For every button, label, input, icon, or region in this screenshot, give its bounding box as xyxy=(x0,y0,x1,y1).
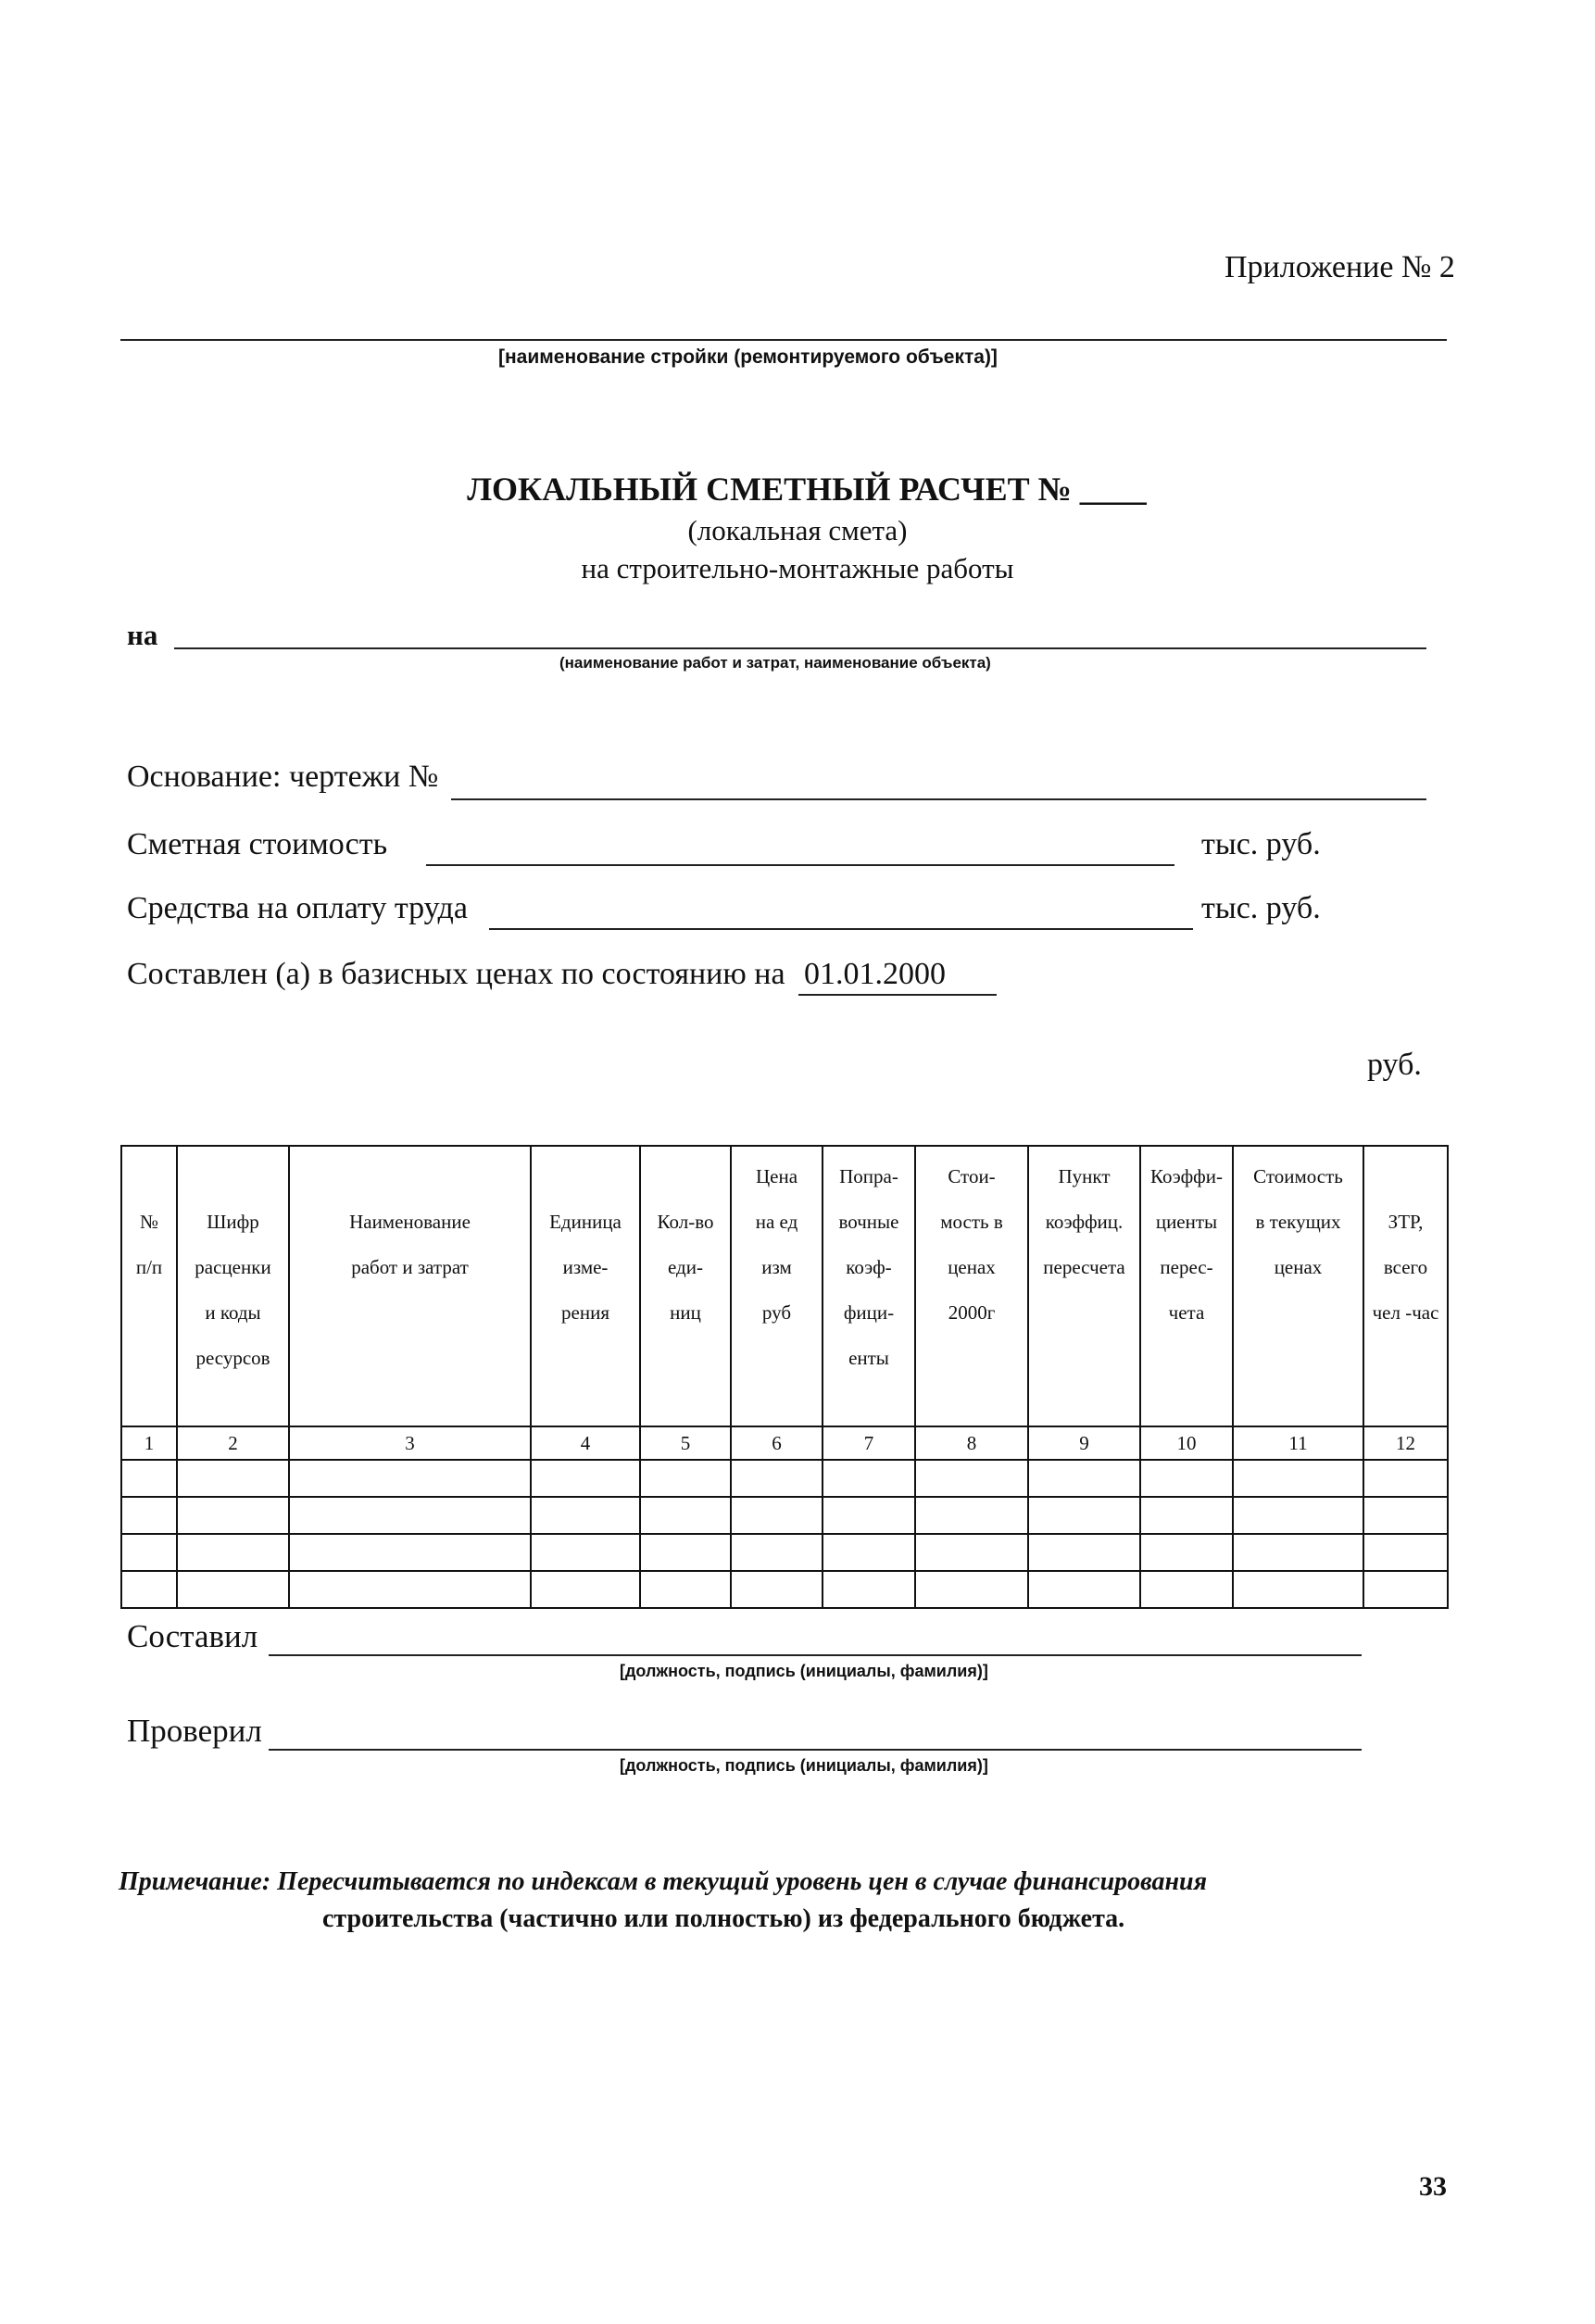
checked-by-line xyxy=(269,1749,1362,1751)
construction-name-caption: [наименование стройки (ремонтируемого объекта)] xyxy=(498,346,998,368)
note-line-2: строительства (частично или полностью) из федерального бюджета. xyxy=(322,1904,1125,1933)
col-header-2 xyxy=(177,1146,289,1426)
table-cell xyxy=(731,1497,823,1534)
table-cell xyxy=(1140,1497,1233,1534)
table-cell xyxy=(1140,1571,1233,1608)
header-text: перес- xyxy=(1160,1256,1213,1278)
header-text: Цена xyxy=(755,1165,798,1187)
header-text: чета xyxy=(1168,1301,1205,1324)
table-cell xyxy=(289,1534,531,1571)
header-text: п/п xyxy=(135,1256,163,1278)
table-cell xyxy=(640,1497,731,1534)
document-title: ЛОКАЛЬНЫЙ СМЕТНЫЙ РАСЧЕТ № ____ xyxy=(467,471,1147,508)
compiled-by-label: Составил xyxy=(127,1618,258,1654)
table-cell xyxy=(1028,1571,1140,1608)
col-header-5 xyxy=(640,1146,731,1426)
table-cell xyxy=(1028,1534,1140,1571)
header-text: Кол-во xyxy=(657,1211,714,1233)
header-text: фици- xyxy=(843,1301,895,1324)
table-cell xyxy=(531,1460,640,1497)
col-header-10 xyxy=(1140,1146,1233,1426)
table-cell xyxy=(289,1497,531,1534)
table-header-row xyxy=(121,1146,1448,1426)
table-cell xyxy=(121,1571,177,1608)
header-text: ниц xyxy=(670,1301,701,1324)
table-cell xyxy=(823,1571,915,1608)
table-cell xyxy=(1028,1497,1140,1534)
compiled-by-line xyxy=(269,1654,1362,1656)
table-cell xyxy=(1233,1571,1363,1608)
table-cell xyxy=(531,1571,640,1608)
column-number: 4 xyxy=(531,1426,640,1460)
table-cell xyxy=(1140,1534,1233,1571)
header-text: № xyxy=(139,1211,159,1233)
table-cell xyxy=(289,1571,531,1608)
checked-by-caption: [должность, подпись (инициалы, фамилия)] xyxy=(620,1756,988,1775)
header-text: ресурсов xyxy=(195,1347,270,1369)
basis-line xyxy=(451,798,1426,800)
header-text: циенты xyxy=(1155,1211,1218,1233)
table-cell xyxy=(731,1460,823,1497)
header-text: ценах xyxy=(1274,1256,1323,1278)
header-text: Шифр xyxy=(207,1211,259,1233)
table-cell xyxy=(1233,1460,1363,1497)
header-text: Стоимость xyxy=(1253,1165,1343,1187)
table-cell xyxy=(915,1460,1028,1497)
header-text: енты xyxy=(848,1347,889,1369)
cost-line xyxy=(426,864,1174,866)
document-subtitle-2: на строительно-монтажные работы xyxy=(581,552,1014,584)
header-text: Попра- xyxy=(839,1165,898,1187)
table-row xyxy=(121,1534,1448,1571)
table-cell xyxy=(177,1534,289,1571)
col-header-1 xyxy=(121,1146,177,1426)
table-cell xyxy=(1028,1460,1140,1497)
note-label: Примечание: xyxy=(119,1867,271,1896)
header-text: 2000г xyxy=(948,1301,996,1324)
header-text: работ и затрат xyxy=(351,1256,469,1278)
table-cell xyxy=(1140,1460,1233,1497)
table-cell xyxy=(731,1534,823,1571)
header-text: мость в xyxy=(940,1211,1003,1233)
header-text: изм xyxy=(761,1256,792,1278)
table-cell xyxy=(1363,1571,1448,1608)
table-cell xyxy=(1363,1497,1448,1534)
header-text: рения xyxy=(561,1301,609,1324)
currency-note: руб. xyxy=(1367,1048,1422,1082)
header-text: Наименование xyxy=(349,1211,471,1233)
table-cell xyxy=(1363,1534,1448,1571)
table-cell xyxy=(177,1571,289,1608)
table-cell xyxy=(1363,1460,1448,1497)
column-number: 12 xyxy=(1363,1426,1448,1460)
header-text: коэффиц. xyxy=(1045,1211,1124,1233)
table-cell xyxy=(731,1571,823,1608)
table-cell xyxy=(915,1497,1028,1534)
table-cell xyxy=(531,1534,640,1571)
header-text: изме- xyxy=(562,1256,609,1278)
col-header-4 xyxy=(531,1146,640,1426)
note xyxy=(119,1864,1452,1938)
note-line-1 xyxy=(119,1864,1452,1901)
table-cell xyxy=(1233,1497,1363,1534)
appendix-label: Приложение № 2 xyxy=(1225,250,1455,284)
col-header-8 xyxy=(915,1146,1028,1426)
estimate-table xyxy=(120,1145,1449,1609)
table-cell xyxy=(915,1571,1028,1608)
col-header-6 xyxy=(731,1146,823,1426)
column-number: 3 xyxy=(289,1426,531,1460)
table-cell xyxy=(121,1534,177,1571)
header-text: ЗТР, xyxy=(1388,1211,1424,1233)
col-header-11 xyxy=(1233,1146,1363,1426)
labor-label: Средства на оплату труда xyxy=(127,891,468,925)
table-cell xyxy=(121,1497,177,1534)
column-number: 11 xyxy=(1233,1426,1363,1460)
table-cell xyxy=(121,1460,177,1497)
note-text-1: Пересчитывается по индексам в текущий уровень цен в случае финансирования xyxy=(277,1867,1208,1896)
na-line xyxy=(174,647,1426,649)
table-row xyxy=(121,1497,1448,1534)
column-number: 5 xyxy=(640,1426,731,1460)
na-label: на xyxy=(127,619,158,651)
table-row xyxy=(121,1460,1448,1497)
na-caption: (наименование работ и затрат, наименование объекта) xyxy=(559,654,991,672)
column-number: 1 xyxy=(121,1426,177,1460)
table-cell xyxy=(177,1497,289,1534)
table-cell xyxy=(640,1460,731,1497)
col-header-12 xyxy=(1363,1146,1448,1426)
cost-label: Сметная стоимость xyxy=(127,827,388,861)
labor-line xyxy=(489,928,1193,930)
table-cell xyxy=(531,1497,640,1534)
table-row xyxy=(121,1571,1448,1608)
header-text: еди- xyxy=(668,1256,703,1278)
header-text: и коды xyxy=(205,1301,261,1324)
column-number: 10 xyxy=(1140,1426,1233,1460)
table-cell xyxy=(823,1460,915,1497)
compiled-date: 01.01.2000 xyxy=(804,957,946,991)
header-text: расценки xyxy=(195,1256,271,1278)
table-cell xyxy=(823,1497,915,1534)
column-number: 6 xyxy=(731,1426,823,1460)
column-number: 9 xyxy=(1028,1426,1140,1460)
column-number: 8 xyxy=(915,1426,1028,1460)
header-text: коэф- xyxy=(846,1256,892,1278)
compiled-label: Составлен (а) в базисных ценах по состоянию на xyxy=(127,957,785,991)
compiled-by-caption: [должность, подпись (инициалы, фамилия)] xyxy=(620,1662,988,1680)
column-number: 2 xyxy=(177,1426,289,1460)
checked-by-label: Проверил xyxy=(127,1713,262,1749)
col-header-7 xyxy=(823,1146,915,1426)
column-number-row xyxy=(121,1426,1448,1460)
table-cell xyxy=(177,1460,289,1497)
table-cell xyxy=(289,1460,531,1497)
header-text: на ед xyxy=(755,1211,798,1233)
column-number: 7 xyxy=(823,1426,915,1460)
header-text: вочные xyxy=(838,1211,899,1233)
header-text: Пункт xyxy=(1058,1165,1111,1187)
table-cell xyxy=(915,1534,1028,1571)
cost-unit: тыс. руб. xyxy=(1201,827,1321,861)
header-text: ценах xyxy=(948,1256,996,1278)
page-number: 33 xyxy=(1419,2171,1447,2202)
document-subtitle: (локальная смета) xyxy=(687,514,908,546)
compiled-date-line xyxy=(798,994,997,996)
col-header-3 xyxy=(289,1146,531,1426)
construction-name-line xyxy=(120,339,1447,341)
header-text: пересчета xyxy=(1043,1256,1125,1278)
header-text: чел -час xyxy=(1372,1301,1439,1324)
table-cell xyxy=(1233,1534,1363,1571)
labor-unit: тыс. руб. xyxy=(1201,891,1321,925)
header-text: руб xyxy=(761,1301,792,1324)
header-text: Коэффи- xyxy=(1150,1165,1223,1187)
header-text: в текущих xyxy=(1255,1211,1341,1233)
col-header-9 xyxy=(1028,1146,1140,1426)
table-cell xyxy=(823,1534,915,1571)
header-text: Единица xyxy=(549,1211,622,1233)
basis-label: Основание: чертежи № xyxy=(127,760,439,794)
table-cell xyxy=(640,1571,731,1608)
table-cell xyxy=(640,1534,731,1571)
header-text: всего xyxy=(1383,1256,1428,1278)
header-text: Стои- xyxy=(948,1165,996,1187)
